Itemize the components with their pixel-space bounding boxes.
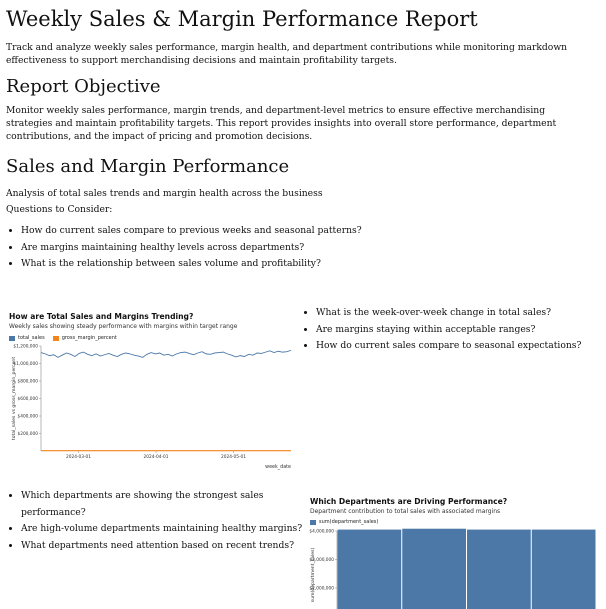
legend-swatch bbox=[9, 336, 15, 341]
chart-subtitle: Weekly sales showing steady performance with margins within target range bbox=[9, 323, 238, 330]
x-axis-label: week_date bbox=[265, 465, 291, 470]
x-tick-label: 2024-03-01 bbox=[66, 455, 91, 460]
y-tick-label: $800,000 bbox=[17, 379, 38, 385]
y-tick-label: $2,000,000 bbox=[309, 586, 334, 592]
bar-chart-svg bbox=[310, 525, 598, 605]
y-tick-label: $1,000,000 bbox=[13, 362, 38, 367]
list-item: • How do current sales compare to seasonal expectations? bbox=[316, 338, 606, 355]
x-tick-label: 2024-04-01 bbox=[143, 455, 169, 460]
report-content bbox=[0, 7, 600, 273]
list-item: • Are high-volume departments maintaining healthy margins? bbox=[21, 521, 316, 538]
legend-swatch bbox=[53, 336, 59, 341]
y-tick-label: $3,000,000 bbox=[309, 558, 334, 563]
performance-questions-list bbox=[6, 223, 594, 273]
performance-intro: Analysis of total sales trends and margin health across the business bbox=[6, 188, 323, 199]
series-line-total-sales bbox=[41, 350, 291, 357]
chart-title: Which Departments are Driving Performance? bbox=[310, 497, 508, 506]
y-tick-label: $200,000 bbox=[17, 432, 38, 437]
bar bbox=[402, 529, 466, 609]
list-item: • Which departments are showing the strongest sales performance? bbox=[21, 488, 316, 521]
y-tick-label: $1,200,000 bbox=[13, 344, 38, 350]
list-item: • What is the relationship between sales volume and profitability? bbox=[21, 256, 594, 273]
objective-text: Monitor weekly sales performance, margin trends, and department-level metrics to ensure effective merchandising strategies and maintain profitability targets. This report provides insights into overall store performance, department contributions, and the impact of pricing and promotion decisions. bbox=[6, 105, 557, 142]
performance-heading: Sales and Margin Performance bbox=[6, 156, 290, 177]
bar bbox=[467, 530, 531, 609]
list-item: • Are margins maintaining healthy levels across departments? bbox=[21, 240, 594, 257]
y-axis-label: sum(department_sales) bbox=[311, 547, 316, 603]
report-subtitle: Track and analyze weekly sales performance, margin health, and department contributions while monitoring markdown effectiveness to support merchandising decisions and maintain profitability targets. bbox=[6, 42, 568, 66]
questions-label: Questions to Consider: bbox=[6, 204, 113, 215]
chart-title: How are Total Sales and Margins Trending? bbox=[9, 312, 194, 321]
y-axis-label: total_sales vs gross_margin_percent bbox=[12, 356, 17, 441]
y-tick-label: $4,000,000 bbox=[309, 529, 334, 535]
line-chart-svg bbox=[9, 341, 294, 470]
legend-label: gross_margin_percent bbox=[61, 335, 117, 341]
y-tick-label: $600,000 bbox=[17, 397, 38, 402]
objective-heading: Report Objective bbox=[6, 76, 161, 97]
legend-label: sum(department_sales) bbox=[319, 519, 379, 525]
chart-subtitle: Department contribution to total sales with associated margins bbox=[310, 508, 501, 515]
y-tick-label: $400,000 bbox=[17, 414, 38, 420]
legend-swatch bbox=[310, 520, 316, 525]
list-item: • What is the week-over-week change in total sales? bbox=[316, 305, 606, 322]
department-questions-list bbox=[6, 488, 316, 554]
bar bbox=[338, 530, 402, 609]
bar bbox=[532, 530, 596, 609]
report-title: Weekly Sales & Margin Performance Report bbox=[6, 7, 478, 31]
department-chart bbox=[310, 497, 598, 609]
list-item: • What departments need attention based on recent trends? bbox=[21, 538, 316, 555]
list-item: • How do current sales compare to previous weeks and seasonal patterns? bbox=[21, 223, 594, 240]
side-questions-list bbox=[301, 305, 606, 355]
x-tick-label: 2024-05-01 bbox=[221, 455, 246, 460]
sales-trend-chart bbox=[9, 312, 294, 470]
list-item: • Are margins staying within acceptable ranges? bbox=[316, 322, 606, 339]
legend-label: total_sales bbox=[18, 335, 45, 341]
